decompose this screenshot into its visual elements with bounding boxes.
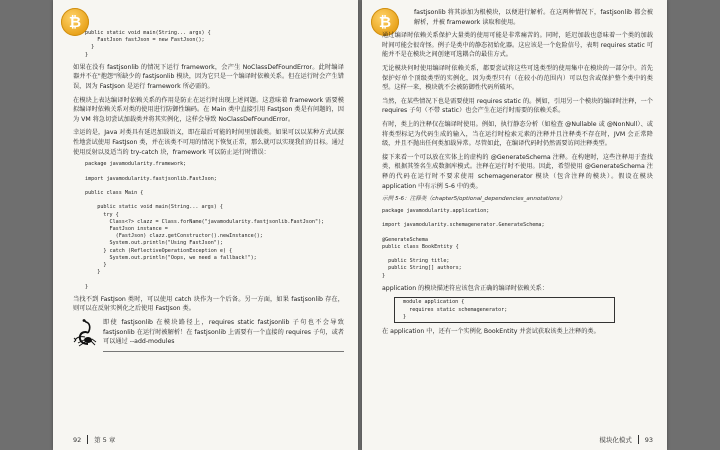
section-label: 模块化模式	[599, 436, 632, 444]
left-page-content	[73, 30, 344, 352]
footer-separator	[87, 435, 88, 444]
example-caption	[382, 195, 653, 205]
left-page	[53, 0, 358, 450]
caption-end: ）	[559, 196, 566, 203]
page-number: 93	[644, 435, 653, 444]
code-book-entity: package javamodularity.application; import javamodularity.schemagenerator.GenerateSchema; @GenerateSchema public class BookEntity { public String title; public String[] authors; }	[382, 207, 545, 279]
tip-text: 即使 fastjsonlib 在模块路径上，requires static fastjsonlib 子句也不会导致 fastjsonlib 在运行时被解析！在 fastjsonlib 上需要有一个直接的 requires 子句，或者可以通过 --add-modules	[103, 319, 344, 346]
paragraph: 如果在没有 fastjsonlib 的情况下运行 framework，会产生 NoClassDefFoundError。此时编译器并不在"抱怨"所缺少的 fastjsonlib 模块，因为它只是一个编译时依赖关系。但在运行时会产生错误，因为 FastJson 是运行 framework 所必需的。	[73, 63, 344, 90]
right-page-content	[382, 8, 653, 341]
caption-path: chapter5/optional_dependencies_annotations	[432, 196, 560, 203]
paragraph: 幸运的是，Java 对类具有延迟加载语义，即在最后可能的时间里加载类。如果可以以某种方式试探性地尝试使用 FastJson 类，并在该类不可用的情况下恢复正常，那么就可以实现我们的目标。通过使用反射以及适当的 try-catch 块，framework 可以防止运行时错误：	[73, 129, 344, 156]
right-footer	[382, 435, 653, 444]
paragraph: fastjsonlib 将其添加为根模块，以便进行解析。在这两种情况下，fastjsonlib 都会被解析，并被 framework 读取和使用。	[414, 9, 653, 26]
bitcoin-coin-icon: ₿	[371, 8, 399, 36]
paragraph: 无论模块何时使用编译时依赖关系，都要尝试将这些可选类型的使用集中在模块的一部分中。首先保护好单个顶级类型的实例化，因为类型只有（在较小的范围内）可以包含或保护整个类中的类型。这样一来，模块就不会被防御性代码所破坏。	[382, 64, 653, 92]
page-number: 92	[73, 435, 82, 444]
paragraph: 通过编译时依赖关系保护大量类的使用可能是非常痛苦的。同时，延迟加载也意味着一个类的加载时间可能会很奇怪。例子是类中的静态初始化器。这应该是一个危险信号，表明 requires static 可能并不是在模块之间创建可选耦合的最佳方式。	[382, 32, 653, 59]
caption-label: 示例 5-6：注释类（	[382, 196, 433, 203]
scorpion-icon	[73, 318, 97, 348]
chapter-label: 第 5 章	[94, 436, 116, 444]
paragraph: 接下来看一个可以放在实体上的虚构的 @GenerateSchema 注释。在构建时，这些注释用于查找类，根据其签名生成数据库模式。注释在运行时不使用。因此，希望使用 @GenerateSchema 注释的代码在运行时不要求使用 schemagenerator 模块（包含注释的模块）。假设在模块 application 中有示例 5-6 中的类。	[382, 153, 653, 190]
paragraph: 在模块上表达编译时依赖关系的作用是防止在运行时出现上述问题。这意味着 framework 需要模拟编译时依赖关系对类的使用进行防御性编码。在 Main 类中直接引用 FastJson 类是有问题的，因为 VM 将急切尝试加载类并将其实例化，这样会导致 NoClassDefFoundError。	[73, 96, 344, 123]
paragraph: application 的模块描述符应该包含正确的编译时依赖关系：	[382, 284, 549, 292]
tip-box	[73, 318, 344, 352]
code-main-class: package javamodularity.framework; import javamodularity.fastjsonlib.FastJson; public class Main { public static void main(String... args) { try { Class<?> clazz = Class.forName("javamodularity.fastjsonlib.FastJson"); FastJson instance = (FastJson) clazz.getConstructor().newInstance(); System.out.println("Using FastJson"); } catch (ReflectiveOperationException e) { System.out.println("Oops, we need a fallback!"); } } }	[85, 161, 325, 290]
left-footer	[73, 435, 344, 444]
right-page	[362, 0, 667, 450]
footer-separator	[638, 435, 639, 444]
tip-rule	[103, 351, 344, 352]
paragraph: 当找不到 FastJson 类时，可以使用 catch 块作为一个后备。另一方面，如果 fastjsonlib 存在，则可以在反射实例化之后使用 FastJson 类。	[73, 295, 344, 313]
paragraph: 有时，类上的注释仅在编译时使用。例如，执行静态分析（如检查 @Nullable 或 @NonNull）、或将类型标记为代码生成的输入，当在运行时检索元素的注释并且注释类不存在时，JVM 会正常降级，并且不抛出任何类加载异常。尽管如此，在编译代码时仍然需要访问注释类型。	[382, 120, 653, 148]
paragraph: 在 application 中，还有一个实例化 BookEntity 并尝试获取该类上注释的类。	[382, 327, 600, 335]
module-descriptor-box	[394, 297, 615, 323]
code-module-descriptor: module application { requires static schemagenerator; }	[403, 299, 508, 320]
code-snippet-top: public static void main(String... args) { FastJson fastJson = new FastJson(); } }	[85, 30, 211, 58]
paragraph: 当然，在某些情况下也是需要使用 requires static 的。例如，引用另一个模块的编译时注释，一个 requires 子句（不带 static）也会产生在运行时需要的依赖关系。	[382, 97, 653, 115]
bitcoin-coin-icon: ₿	[61, 8, 89, 36]
